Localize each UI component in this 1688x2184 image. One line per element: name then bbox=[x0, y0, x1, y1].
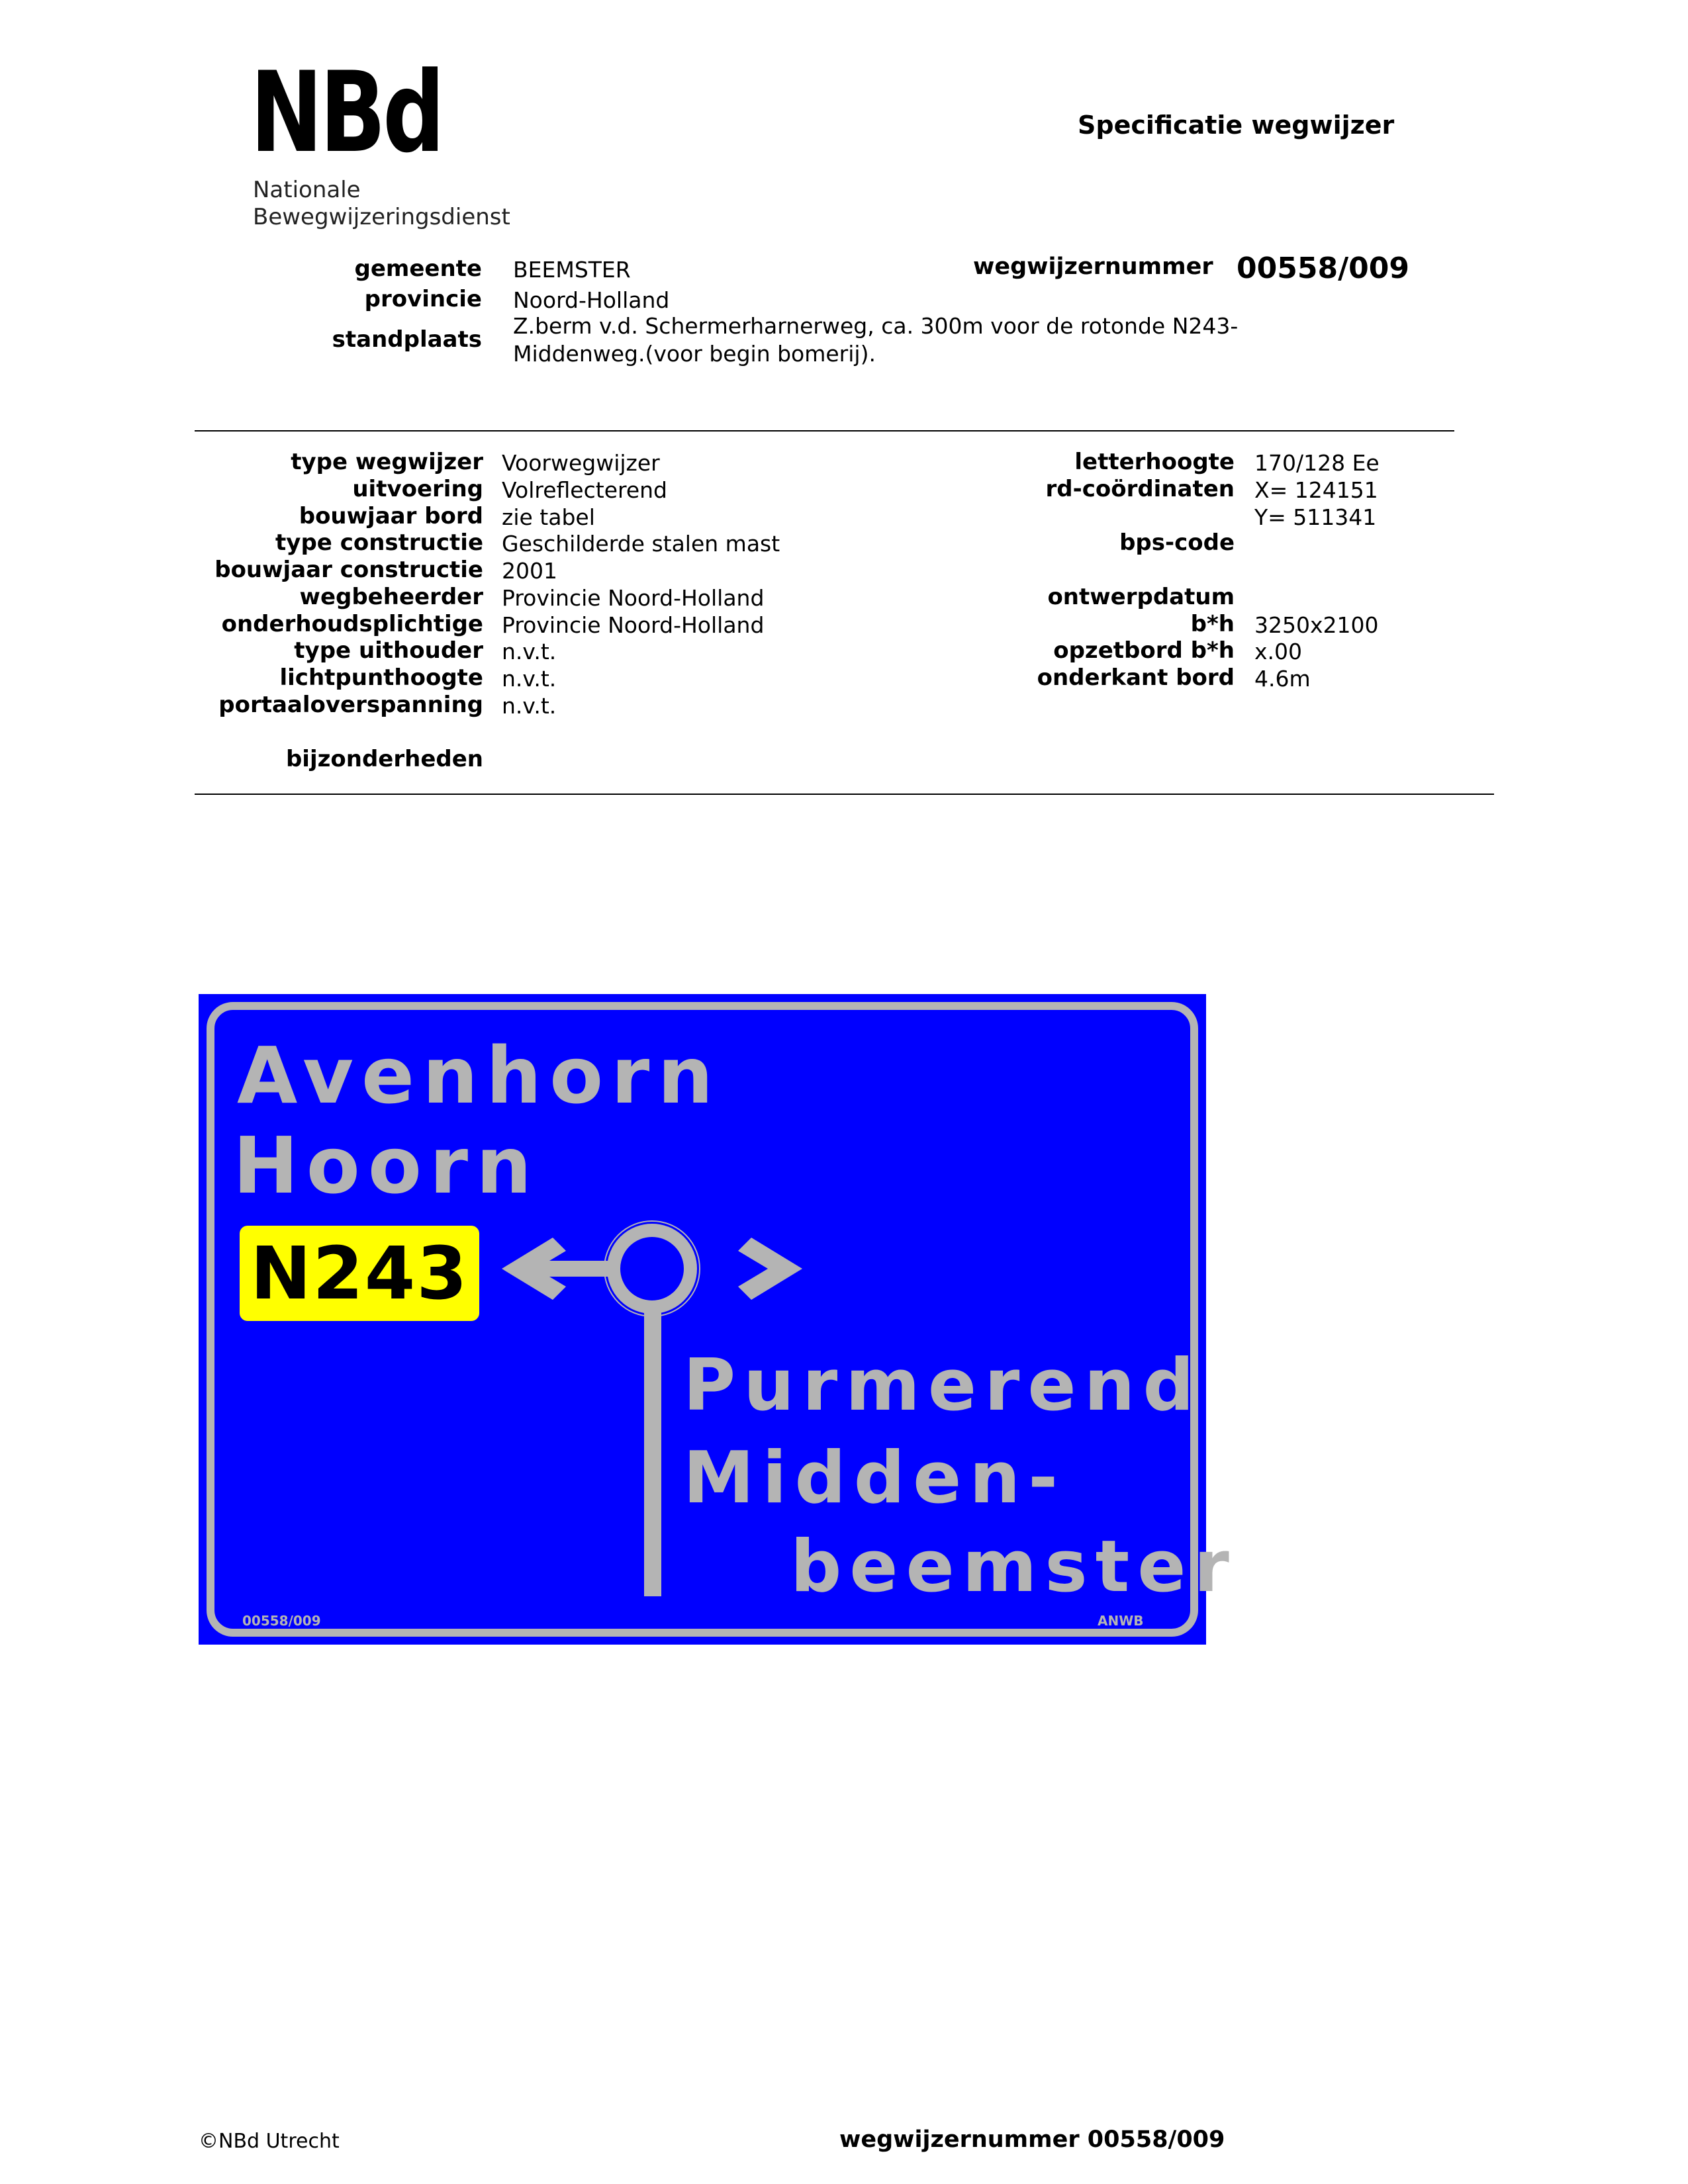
onderkant-bord-value: 4.6m bbox=[1254, 666, 1311, 692]
standplaats-line-2: Middenweg.(voor begin bomerij). bbox=[513, 341, 876, 367]
portaaloverspanning-label: portaaloverspanning bbox=[218, 692, 483, 718]
sign-destination-purmerend: Purmerend bbox=[683, 1344, 1202, 1427]
sign-destination-beemster: beemster bbox=[790, 1525, 1237, 1608]
provincie-label: provincie bbox=[364, 286, 482, 312]
wegbeheerder-value: Provincie Noord-Holland bbox=[502, 585, 765, 611]
gemeente-label: gemeente bbox=[354, 255, 482, 282]
type-constructie-value: Geschilderde stalen mast bbox=[502, 531, 780, 557]
type-wegwijzer-value: Voorwegwijzer bbox=[502, 450, 660, 476]
lichtpunthoogte-value: n.v.t. bbox=[502, 666, 557, 692]
rd-y-value: Y= 511341 bbox=[1254, 504, 1377, 530]
divider-bottom bbox=[195, 794, 1494, 795]
provincie-value: Noord-Holland bbox=[513, 287, 670, 313]
standplaats-label: standplaats bbox=[332, 326, 482, 353]
road-sign bbox=[199, 994, 1237, 1645]
uitvoering-label: uitvoering bbox=[352, 476, 483, 502]
onderhoudsplichtige-value: Provincie Noord-Holland bbox=[502, 612, 765, 638]
lichtpunthoogte-label: lichtpunthoogte bbox=[279, 664, 483, 691]
onderkant-bord-label: onderkant bord bbox=[1037, 664, 1235, 691]
sign-destination-avenhorn: Avenhorn bbox=[237, 1030, 722, 1121]
standplaats-line-1: Z.berm v.d. Schermerharnerweg, ca. 300m voor de rotonde N243- bbox=[513, 313, 1239, 339]
rd-x-value: X= 124151 bbox=[1254, 477, 1378, 503]
logo-line-nationale: Nationale bbox=[253, 177, 361, 203]
uitvoering-value: Volreflecterend bbox=[502, 477, 667, 503]
nbd-logo: NBd bbox=[250, 48, 442, 177]
bps-code-label: bps-code bbox=[1119, 529, 1235, 556]
bouwjaar-constructie-label: bouwjaar constructie bbox=[214, 557, 483, 583]
wegwijzernummer-label: wegwijzernummer bbox=[973, 253, 1213, 280]
bh-value: 3250x2100 bbox=[1254, 612, 1379, 638]
type-constructie-label: type constructie bbox=[275, 529, 483, 556]
type-uithouder-value: n.v.t. bbox=[502, 639, 557, 664]
letterhoogte-label: letterhoogte bbox=[1074, 449, 1235, 475]
wegwijzernummer-value: 00558/009 bbox=[1237, 251, 1409, 285]
footer-copyright: ©NBd Utrecht bbox=[199, 2130, 340, 2153]
bouwjaar-constructie-value: 2001 bbox=[502, 558, 557, 584]
opzetbord-label: opzetbord b*h bbox=[1053, 637, 1235, 664]
type-uithouder-label: type uithouder bbox=[294, 637, 483, 664]
document-title: Specificatie wegwijzer bbox=[1078, 111, 1395, 140]
footer-reference: wegwijzernummer 00558/009 bbox=[839, 2126, 1225, 2153]
sign-number: 00558/009 bbox=[242, 1613, 321, 1629]
rd-coordinaten-label: rd-coördinaten bbox=[1045, 476, 1235, 502]
bouwjaar-bord-label: bouwjaar bord bbox=[299, 503, 483, 529]
sign-destination-hoorn: Hoorn bbox=[233, 1120, 540, 1211]
sign-maker: ANWB bbox=[1098, 1613, 1144, 1629]
gemeente-value: BEEMSTER bbox=[513, 257, 631, 283]
wegbeheerder-label: wegbeheerder bbox=[299, 584, 483, 610]
bh-label: b*h bbox=[1190, 611, 1235, 637]
bijzonderheden-label: bijzonderheden bbox=[285, 746, 483, 772]
sign-destination-midden: Midden- bbox=[683, 1437, 1066, 1520]
letterhoogte-value: 170/128 Ee bbox=[1254, 450, 1380, 476]
portaaloverspanning-value: n.v.t. bbox=[502, 693, 557, 719]
divider-top bbox=[195, 430, 1454, 432]
type-wegwijzer-label: type wegwijzer bbox=[291, 449, 483, 475]
ontwerpdatum-label: ontwerpdatum bbox=[1047, 584, 1235, 610]
opzetbord-value: x.00 bbox=[1254, 639, 1303, 664]
route-number: N243 bbox=[250, 1231, 469, 1316]
bouwjaar-bord-value: zie tabel bbox=[502, 504, 595, 530]
logo-line-bewegwijzeringsdienst: Bewegwijzeringsdienst bbox=[253, 204, 510, 230]
onderhoudsplichtige-label: onderhoudsplichtige bbox=[221, 611, 483, 637]
